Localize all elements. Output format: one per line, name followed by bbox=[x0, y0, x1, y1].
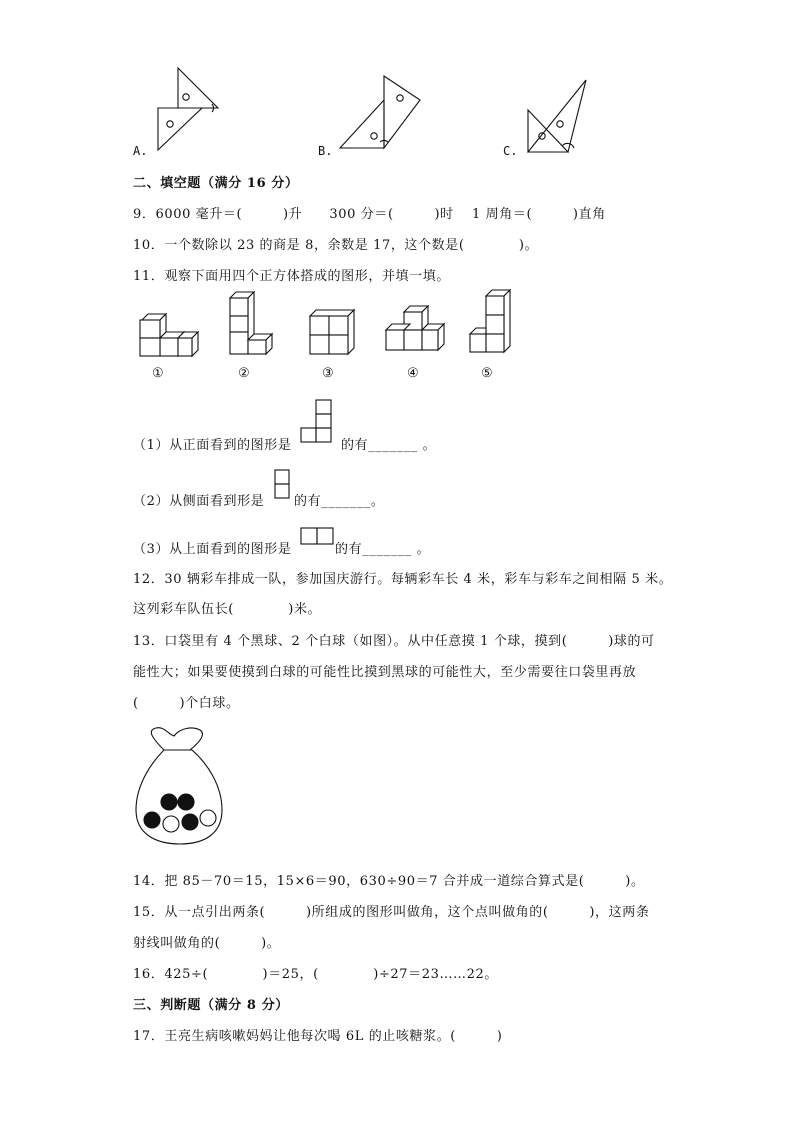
front-view-shape bbox=[300, 398, 336, 446]
cube-label-5: ⑤ bbox=[481, 366, 493, 381]
question-11-3-prefix: （3）从上面看到的图形是 bbox=[133, 542, 292, 557]
question-9: 9．6000 毫升＝( )升 300 分＝( )时 1 周角＝( )直角 bbox=[133, 207, 606, 222]
option-b-figure bbox=[336, 72, 426, 156]
question-11-1-suffix: 的有_______ 。 bbox=[341, 438, 437, 453]
question-11-3-suffix: 的有_______ 。 bbox=[335, 542, 431, 557]
section-3-title: 三、判断题（满分 8 分） bbox=[133, 998, 289, 1013]
cube-label-1: ① bbox=[152, 366, 164, 381]
question-13-line-3: ( )个白球。 bbox=[133, 696, 240, 711]
question-13-line-2: 能性大；如果要使摸到白球的可能性比摸到黑球的可能性大，至少需要往口袋里再放 bbox=[133, 665, 637, 680]
question-11-2-prefix: （2）从侧面看到形是 bbox=[133, 494, 265, 509]
option-a-figure bbox=[150, 64, 230, 154]
question-12-line-1: 12．30 辆彩车排成一队，参加国庆游行。每辆彩车长 4 米，彩车与彩车之间相隔 5 米。 bbox=[133, 572, 673, 587]
cube-label-3: ③ bbox=[322, 366, 334, 381]
cube-label-4: ④ bbox=[407, 366, 419, 381]
cube-figure-4 bbox=[384, 302, 446, 358]
section-2-title: 二、填空题（满分 16 分） bbox=[133, 176, 299, 191]
question-17: 17．王亮生病咳嗽妈妈让他每次喝 6L 的止咳糖浆。( ) bbox=[133, 1029, 503, 1044]
question-14: 14．把 85－70＝15，15×6＝90，630÷90＝7 合并成一道综合算式是( )。 bbox=[133, 874, 645, 889]
option-c-figure bbox=[522, 76, 594, 160]
question-11-2-suffix: 的有_______。 bbox=[294, 494, 385, 509]
cube-figure-2 bbox=[226, 290, 276, 358]
top-view-shape bbox=[299, 526, 339, 548]
question-11: 11．观察下面用四个正方体搭成的图形，并填一填。 bbox=[133, 269, 450, 284]
question-15-line-1: 15．从一点引出两条( )所组成的图形叫做角，这个点叫做角的( )，这两条 bbox=[133, 905, 650, 920]
ball-bag-illustration bbox=[134, 724, 226, 848]
option-b-label[interactable]: B. bbox=[318, 144, 333, 158]
question-10: 10．一个数除以 23 的商是 8，余数是 17，这个数是( )。 bbox=[133, 238, 539, 253]
option-a-label[interactable]: A. bbox=[133, 144, 148, 158]
side-view-shape bbox=[273, 468, 293, 502]
question-11-1-prefix: （1）从正面看到的图形是 bbox=[133, 438, 292, 453]
question-13-line-1: 13．口袋里有 4 个黑球、2 个白球（如图）。从中任意摸 1 个球，摸到( )球的可 bbox=[133, 634, 655, 649]
question-16: 16．425÷( )＝25，( )÷27＝23……22。 bbox=[133, 967, 498, 982]
cube-label-2: ② bbox=[238, 366, 250, 381]
question-15-line-2: 射线叫做角的( )。 bbox=[133, 936, 281, 951]
option-c-label[interactable]: C. bbox=[503, 144, 518, 158]
cube-figure-5 bbox=[466, 288, 518, 358]
cube-figure-1 bbox=[136, 310, 202, 358]
question-12-line-2: 这列彩车队伍长( )米。 bbox=[133, 602, 322, 617]
cube-figure-3 bbox=[306, 306, 358, 358]
